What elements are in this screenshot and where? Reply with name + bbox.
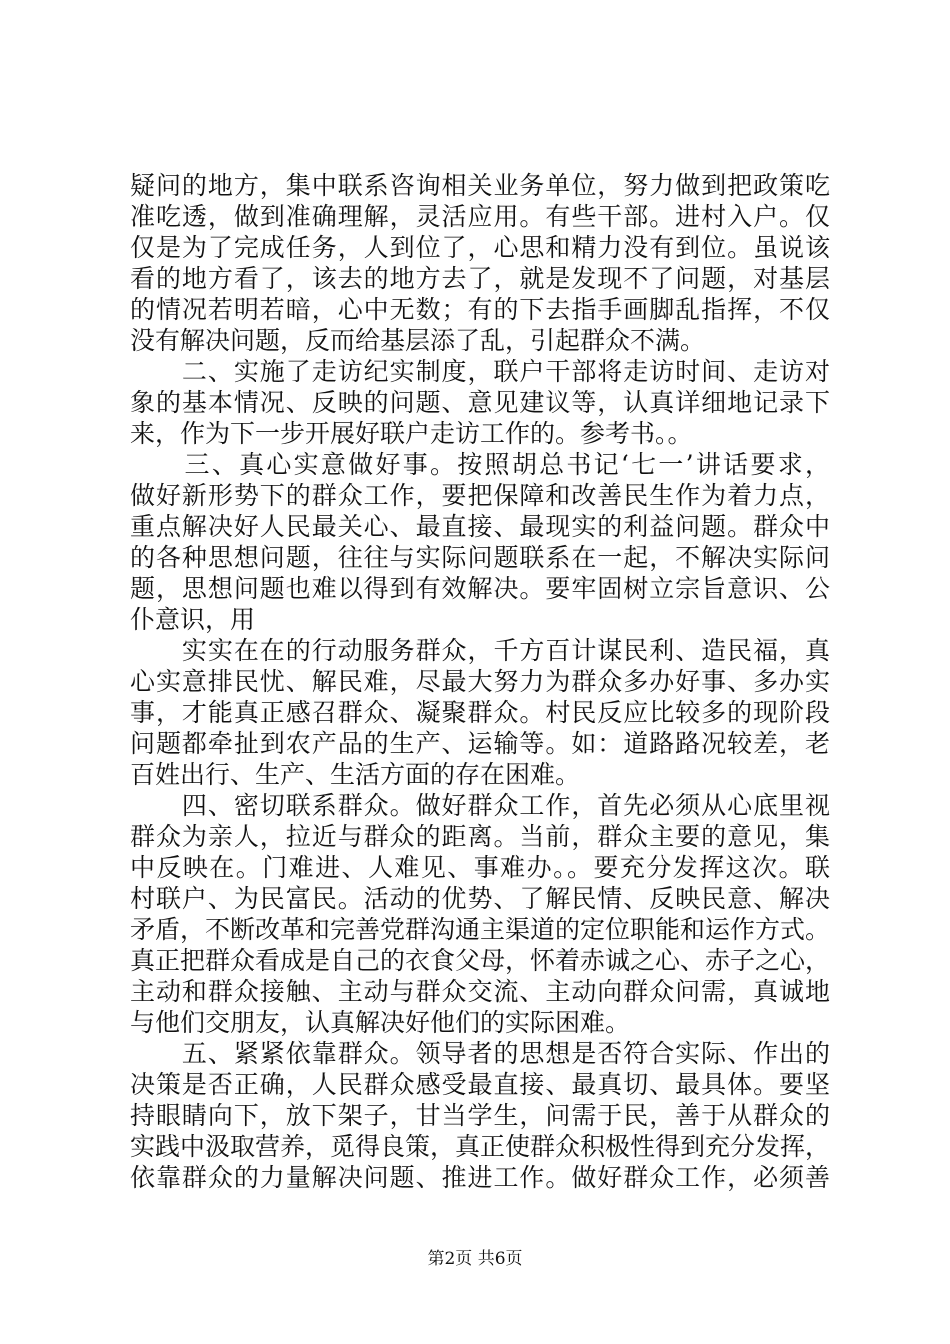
text-line: 事，才能真正感召群众、凝聚群众。村民反应比较多的现阶段: [130, 698, 830, 727]
text-line: 三、真心实意做好事。按照胡总书记‘七一’讲话要求，: [130, 450, 830, 479]
text-line: 重点解决好人民最关心、最直接、最现实的利益问题。群众中: [130, 512, 830, 541]
text-line: 象的基本情况、反映的问题、意见建议等，认真详细地记录下: [130, 388, 830, 417]
text-line: 矛盾，不断改革和完善党群沟通主渠道的定位职能和运作方式。: [130, 915, 831, 944]
text-line: 与他们交朋友，认真解决好他们的实际困难。: [130, 1008, 631, 1037]
text-line: 来，作为下一步开展好联户走访工作的。参考书。。: [130, 419, 693, 448]
text-line: 实践中汲取营养，觅得良策，真正使群众积极性得到充分发挥，: [130, 1132, 831, 1161]
text-line: 题，思想问题也难以得到有效解决。要牢固树立宗旨意识、公: [130, 574, 830, 603]
text-line: 百姓出行、生产、生活方面的存在困难。: [130, 760, 581, 789]
text-line: 疑问的地方，集中联系咨询相关业务单位，努力做到把政策吃: [130, 171, 830, 200]
text-line: 二、实施了走访纪实制度，联户干部将走访时间、走访对: [130, 357, 830, 386]
text-line: 仅是为了完成任务，人到位了，心思和精力没有到位。虽说该: [130, 233, 830, 262]
text-line: 仆意识，用: [130, 605, 256, 634]
text-line: 看的地方看了，该去的地方去了，就是发现不了问题，对基层: [130, 264, 830, 293]
text-line: 做好新形势下的群众工作，要把保障和改善民生作为着力点，: [130, 481, 830, 510]
text-line: 五、紧紧依靠群众。领导者的思想是否符合实际、作出的: [130, 1039, 830, 1068]
text-line: 的各种思想问题，往往与实际问题联系在一起，不解决实际问: [130, 543, 830, 572]
text-line: 问题都牵扯到农产品的生产、运输等。如：道路路况较差，老: [130, 729, 830, 758]
text-line: 四、密切联系群众。做好群众工作，首先必须从心底里视: [130, 791, 830, 820]
text-line: 实实在在的行动服务群众，千方百计谋民利、造民福，真: [130, 636, 830, 665]
text-line: 真正把群众看成是自己的衣食父母，怀着赤诚之心、赤子之心，: [130, 946, 831, 975]
text-line: 准吃透，做到准确理解，灵活应用。有些干部。进村入户。仅: [130, 202, 830, 231]
text-line: 主动和群众接触、主动与群众交流、主动向群众问需，真诚地: [130, 977, 830, 1006]
text-line: 持眼睛向下，放下架子，甘当学生，问需于民，善于从群众的: [130, 1101, 830, 1130]
text-line: 群众为亲人，拉近与群众的距离。当前，群众主要的意见，集: [130, 822, 830, 851]
text-line: 依靠群众的力量解决问题、推进工作。做好群众工作，必须善: [130, 1163, 830, 1192]
text-line: 村联户、为民富民。活动的优势、了解民情、反映民意、解决: [130, 884, 830, 913]
body-text: [130, 170, 830, 1193]
text-line: 的情况若明若暗，心中无数；有的下去指手画脚乱指挥，不仅: [130, 295, 830, 324]
text-line: 决策是否正确，人民群众感受最直接、最真切、最具体。要坚: [130, 1070, 830, 1099]
text-line: 心实意排民忧、解民难，尽最大努力为群众多办好事、多办实: [130, 667, 830, 696]
text-line: 中反映在。门难进、人难见、事难办。。要充分发挥这次。联: [130, 853, 830, 882]
text-line: 没有解决问题，反而给基层添了乱，引起群众不满。: [130, 326, 706, 355]
page-footer: 第2页 共6页: [427, 1249, 523, 1269]
